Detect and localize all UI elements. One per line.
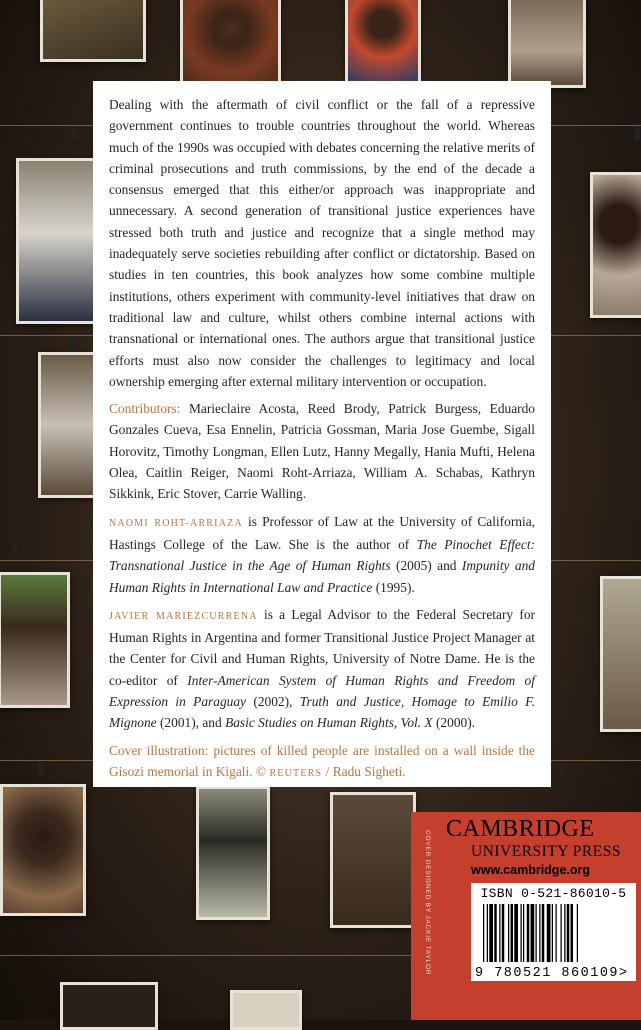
book-title: Impunity and Human Rights in International Law and Practice [109,558,535,595]
portrait-photo [590,172,641,318]
bio-text: (2002), [253,694,293,710]
book-description: Dealing with the aftermath of civil conflict or the fall of a repressive government continues to trouble countries throughout the world. Whereas much of the 1990s was occupied with debates concerning the relative merits of criminal prosecutions and truth commissions, by the end of the decade a consensus emerged that this either/or approach was inappropriate and unnecessary. A second generation of transitional justice experiences have stressed both truth and justice and recognize that a single method may inadequately serve societies rebuilding after conflict or dictatorship. Based on studies in ten countries, this book analyzes how some combine multiple institutions, others experiment with community-level initiatives that draw on traditional law and culture, whilst others combine internal actions with transnational or international ones. The authors argue that transitional justice efforts must also now consider the challenges to legitimacy and local ownership emerging after external military intervention or occupation. [109,97,535,389]
barcode-bar [487,904,488,962]
barcode-bar [539,904,540,962]
publisher-url: www.cambridge.org [471,863,591,877]
portrait-photo [196,786,270,920]
publisher-name: CAMBRIDGE [446,816,595,842]
barcode-bar [499,904,500,962]
clothespin-clip [12,540,18,554]
ean-digits [475,967,632,981]
bio-text: (2005) and [396,558,457,574]
barcode-bar [556,904,557,962]
clothespin-clip [634,126,640,140]
publisher-subtitle: UNIVERSITY PRESS [471,843,621,860]
book-title: The Pinochet Effect: Transnational Justice in the Age of Human Rights [109,536,535,574]
book-title: Truth and Justice, Homage to Emilio F. Mignone [109,694,535,731]
barcode-bar [489,904,493,962]
barcode-bar [547,904,551,962]
portrait-photo [230,990,302,1030]
barcode-bar [511,904,514,962]
barcode-bar [567,904,570,962]
isbn-number: ISBN 0-521-86010-5 [480,886,627,901]
clothespin-clip [560,762,566,776]
barcode-bar [536,904,537,962]
barcode-bar [564,904,565,962]
barcode-bar [561,904,562,962]
contributors-label: Contributors: [109,401,181,417]
bio-text: (2000). [435,715,476,731]
portrait-photo [38,352,96,498]
portrait-photo [40,0,146,62]
barcode-bar [521,904,522,962]
author-bio-mariezcurrena [109,604,535,734]
book-title: Inter-American System of Human Rights and Freedom of Expression in Paraguay [109,672,535,710]
barcode-bar [531,904,535,962]
barcode-bar [508,904,509,962]
author-name: NAOMI ROHT-ARRIAZA [109,517,243,529]
ean-addon: > [619,966,629,981]
cover-illustration-credit [109,740,535,785]
cover-designer-credit: COVER DESIGNED BY JACKIE TAYLOR [424,830,431,976]
portrait-photo [180,0,281,88]
contributors-list [109,398,535,504]
bio-text: is a Legal Advisor to the Federal Secretary for Human Rights in Argentina and former Transitional Justice Project Manager at the Center for Civil and Human Rights, University of Notre Dame. He is the co-editor of [109,606,535,688]
book-title: Basic Studies on Human Rights, Vol. X [225,715,433,731]
portrait-photo [345,0,421,86]
clothespin-clip [70,338,76,352]
bio-text: (1995). [375,579,415,595]
barcode-bar [571,904,574,962]
barcode-bar [502,904,505,962]
author-name: JAVIER MARIEZCURRENA [109,610,258,622]
barcode-bar [483,904,484,962]
portrait-photo [0,572,70,708]
bio-text: (2001), and [159,715,222,731]
barcode-bar [542,904,545,962]
contributors-names: Marieclaire Acosta, Reed Brody, Patrick Burgess, Eduardo Gonzales Cueva, Esa Ennelin, Patricia Gossman, Maria Jose Guembe, Sigall Horovitz, Timothy Longman, Ellen Lutz, Hanny Megally, Hania Mufti, Helena Olea, Caitlin Reiger, Naomi Roht-Arriaza, William A. Schabas, Kathryn Sikkink, Eric Stover, Carrie Walling. [109,401,536,502]
portrait-photo [600,576,641,732]
barcode-bar [552,904,553,962]
portrait-photo [0,784,86,916]
photo-agency: REUTERS [269,767,323,779]
portrait-photo [508,0,586,88]
author-bio-roht-arriaza [109,511,535,598]
barcode-bar [494,904,497,962]
barcode-bar [577,904,578,962]
bio-text: is Professor of Law at the University of California, Hastings College of the Law. She is the author of [109,513,535,552]
barcode-block [471,883,636,981]
barcode-bar [527,904,530,962]
barcode-bar [514,904,518,962]
ean-number: 9 780521 860109 [475,966,620,981]
clothespin-clip [72,126,78,140]
photographer: / Radu Sigheti. [325,763,406,779]
barcode-bars [483,904,631,962]
barcode-bar [523,904,524,962]
clothespin-clip [38,762,44,776]
portrait-photo [60,982,158,1030]
credit-text: Cover illustration: pictures of killed people are installed on a wall inside the Gisozi memorial in Kigali. © [109,742,535,779]
portrait-photo [330,792,416,928]
back-cover-text-panel [93,81,551,787]
portrait-photo [16,158,96,324]
